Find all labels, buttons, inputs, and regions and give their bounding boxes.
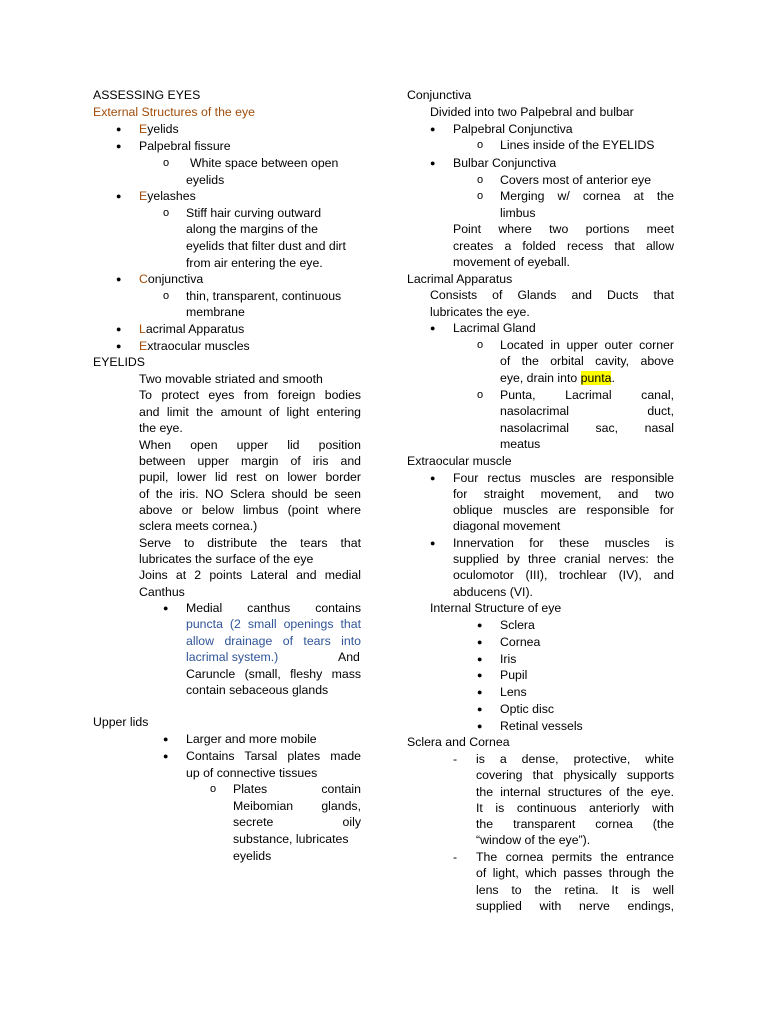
eyelids-text-line: Canthus	[139, 585, 185, 599]
eyelids-text-line: pupil, lower lid rest on lower border	[139, 470, 361, 484]
puncta-text-line: allow drainage of tears into	[186, 634, 361, 648]
cornea-text-line: supplied with nerve endings,	[476, 899, 674, 913]
extraocular-text-line: supplied by three cranial nerves: the	[453, 552, 674, 566]
eyelids-text-line: Joins at 2 points Lateral and medial	[139, 568, 361, 582]
sub-item-text: Punta, Lacrimal canal,	[500, 388, 674, 402]
sub-item-text: limbus	[500, 206, 536, 220]
sub-item-text: Covers most of anterior eye	[500, 173, 652, 187]
bullet-icon: ●	[116, 141, 122, 151]
sub-item-text: Located in upper outer corner	[500, 338, 674, 352]
bullet-icon: ●	[477, 670, 483, 680]
extraocular-text-line: Four rectus muscles are responsible	[453, 471, 674, 485]
sub-item-text: eye, drain into punta.	[500, 371, 615, 385]
palpebral-conjunctiva-item: Palpebral Conjunctiva	[453, 122, 573, 136]
external-structures-heading: External Structures of the eye	[93, 105, 255, 119]
conjunctiva-heading: Conjunctiva	[407, 88, 472, 102]
canthus-text-line: contain sebaceous glands	[186, 683, 329, 697]
bullet-icon: ●	[116, 341, 122, 351]
internal-item-iris: Iris	[500, 652, 517, 666]
eyelids-text-line: and limit the amount of light entering	[139, 405, 361, 419]
document-title: ASSESSING EYES	[93, 88, 201, 102]
bullet-icon: ●	[116, 274, 122, 284]
sub-item-text: Lines inside of the EYELIDS	[500, 138, 655, 152]
sub-item-text: of the orbital cavity, above	[500, 354, 674, 368]
bullet-icon: ●	[477, 620, 483, 630]
extraocular-text-line: for straight movement, and two	[453, 487, 674, 501]
canthus-text-and: And	[338, 650, 360, 664]
dash-bullet-icon: -	[453, 850, 458, 864]
eyelids-text-line: between upper margin of iris and	[139, 454, 361, 468]
lacrimal-description: Consists of Glands and Ducts that	[430, 288, 674, 302]
cornea-text-line: lens to the retina. It is well	[476, 883, 674, 897]
bullet-icon: ●	[116, 324, 122, 334]
sub-item-text: Stiff hair curving outward	[186, 206, 322, 220]
sub-item-text: membrane	[186, 305, 245, 319]
bulbar-conjunctiva-item: Bulbar Conjunctiva	[453, 156, 557, 170]
point-text-line: Point where two portions meet	[453, 222, 674, 236]
cornea-text-line: of light, which passes through the	[476, 866, 674, 880]
extraocular-heading: Extraocular muscle	[407, 454, 512, 468]
bullet-icon: ●	[163, 603, 169, 613]
sub-item-text: thin, transparent, continuous	[186, 289, 342, 303]
dash-bullet-icon: -	[453, 752, 458, 766]
circle-bullet-icon: o	[163, 207, 170, 219]
canthus-text-line: Medial canthus contains	[186, 601, 361, 615]
bullet-icon: ●	[430, 158, 436, 168]
internal-item-retinal-vessels: Retinal vessels	[500, 719, 583, 733]
eyelids-heading: EYELIDS	[93, 355, 145, 369]
bullet-icon: ●	[477, 654, 483, 664]
eyelids-text-line: Two movable striated and smooth	[139, 372, 323, 386]
bullet-icon: ●	[163, 751, 169, 761]
lacrimal-apparatus-heading: Lacrimal Apparatus	[407, 272, 513, 286]
upper-lids-item: up of connective tissues	[186, 766, 318, 780]
bullet-icon: ●	[430, 124, 436, 134]
sclera-cornea-heading: Sclera and Cornea	[407, 735, 510, 749]
bullet-icon: ●	[116, 124, 122, 134]
upper-lids-heading: Upper lids	[93, 715, 149, 729]
bullet-icon: ●	[477, 704, 483, 714]
eyelids-text-line: Serve to distribute the tears that	[139, 536, 361, 550]
circle-bullet-icon: o	[477, 174, 484, 186]
sub-item-text: Merging w/ cornea at the	[500, 189, 674, 203]
sclera-text-line: covering that physically supports	[476, 768, 674, 782]
extraocular-text-line: abducens (VI).	[453, 585, 533, 599]
circle-bullet-icon: o	[477, 139, 484, 151]
sclera-text-line: “window of the eye”).	[476, 833, 591, 847]
plates-text-line: Plates contain	[233, 782, 361, 796]
conjunctiva-description: Divided into two Palpebral and bulbar	[430, 105, 634, 119]
circle-bullet-icon: o	[210, 783, 217, 795]
plates-text-line: eyelids	[233, 849, 272, 863]
eyelids-text-line: of the iris. NO Sclera should be seen	[139, 487, 361, 501]
plates-text-line: secrete oily	[233, 815, 361, 829]
plates-text-line: substance, lubricates	[233, 832, 349, 846]
bullet-icon: ●	[477, 721, 483, 731]
internal-structure-heading: Internal Structure of eye	[430, 601, 562, 615]
circle-bullet-icon: o	[477, 389, 484, 401]
extraocular-text-line: oculomotor (III), trochlear (IV), and	[453, 568, 674, 582]
list-item-eyelashes: Eyelashes	[139, 189, 196, 203]
sub-item-text: nasolacrimal sac, nasal	[500, 421, 674, 435]
eyelids-text-line: sclera meets cornea.)	[139, 519, 258, 533]
extraocular-text-line: oblique muscles are responsible for	[453, 503, 674, 517]
lacrimal-description: lubricates the eye.	[430, 305, 530, 319]
circle-bullet-icon: o	[477, 339, 484, 351]
sclera-text-line: the internal structures of the eye.	[476, 785, 674, 799]
extraocular-text-line: Innervation for these muscles is	[453, 536, 674, 550]
extraocular-text-line: diagonal movement	[453, 519, 561, 533]
cornea-text-line: The cornea permits the entrance	[476, 850, 674, 864]
point-text-line: creates a folded recess that allow	[453, 239, 674, 253]
sclera-text-line: It is continuous anteriorly with	[476, 801, 674, 815]
upper-lids-item: Contains Tarsal plates made	[186, 749, 361, 763]
lacrimal-gland-item: Lacrimal Gland	[453, 321, 536, 335]
list-item-lacrimal-apparatus: Lacrimal Apparatus	[139, 322, 245, 336]
sub-item-text: from air entering the eye.	[186, 256, 323, 270]
canthus-text-line: Caruncle (small, fleshy mass	[186, 667, 361, 681]
bullet-icon: ●	[163, 734, 169, 744]
list-item-palpebral-fissure: Palpebral fissure	[139, 139, 231, 153]
eyelids-text-line: the eye.	[139, 421, 183, 435]
puncta-text-line: lacrimal system.)	[186, 650, 279, 664]
internal-item-lens: Lens	[500, 685, 527, 699]
eyelids-text-line: lubricates the surface of the eye	[139, 552, 314, 566]
eyelids-text-line: above or below limbus (point where	[139, 503, 361, 517]
sub-item-text: nasolacrimal duct,	[500, 404, 674, 418]
bullet-icon: ●	[430, 473, 436, 483]
sub-item-text: meatus	[500, 437, 541, 451]
plates-text-line: Meibomian glands,	[233, 799, 361, 813]
list-item-eyelids: Eyelids	[139, 122, 179, 136]
bullet-icon: ●	[477, 637, 483, 647]
bullet-icon: ●	[116, 191, 122, 201]
list-item-extraocular-muscles: Extraocular muscles	[139, 339, 250, 353]
internal-item-pupil: Pupil	[500, 668, 528, 682]
circle-bullet-icon: o	[477, 190, 484, 202]
sub-item-text: White space between open	[190, 156, 339, 170]
eyelids-text-line: To protect eyes from foreign bodies	[139, 388, 361, 402]
bullet-icon: ●	[477, 687, 483, 697]
circle-bullet-icon: o	[163, 290, 170, 302]
list-item-conjunctiva: Conjunctiva	[139, 272, 204, 286]
puncta-text-line: puncta (2 small openings that	[186, 617, 361, 631]
circle-bullet-icon: o	[163, 157, 170, 169]
sub-item-text: along the margins of the	[186, 222, 318, 236]
point-text-line: movement of eyeball.	[453, 255, 570, 269]
internal-item-sclera: Sclera	[500, 618, 535, 632]
internal-item-optic-disc: Optic disc	[500, 702, 554, 716]
sub-item-text: eyelids that filter dust and dirt	[186, 239, 346, 253]
bullet-icon: ●	[430, 323, 436, 333]
internal-item-cornea: Cornea	[500, 635, 541, 649]
sclera-text-line: is a dense, protective, white	[476, 752, 674, 766]
upper-lids-item: Larger and more mobile	[186, 732, 317, 746]
eyelids-text-line: When open upper lid position	[139, 438, 361, 452]
sub-item-text: eyelids	[186, 173, 225, 187]
highlighted-term: punta	[580, 371, 612, 385]
sclera-text-line: the transparent cornea (the	[476, 817, 674, 831]
bullet-icon: ●	[430, 538, 436, 548]
